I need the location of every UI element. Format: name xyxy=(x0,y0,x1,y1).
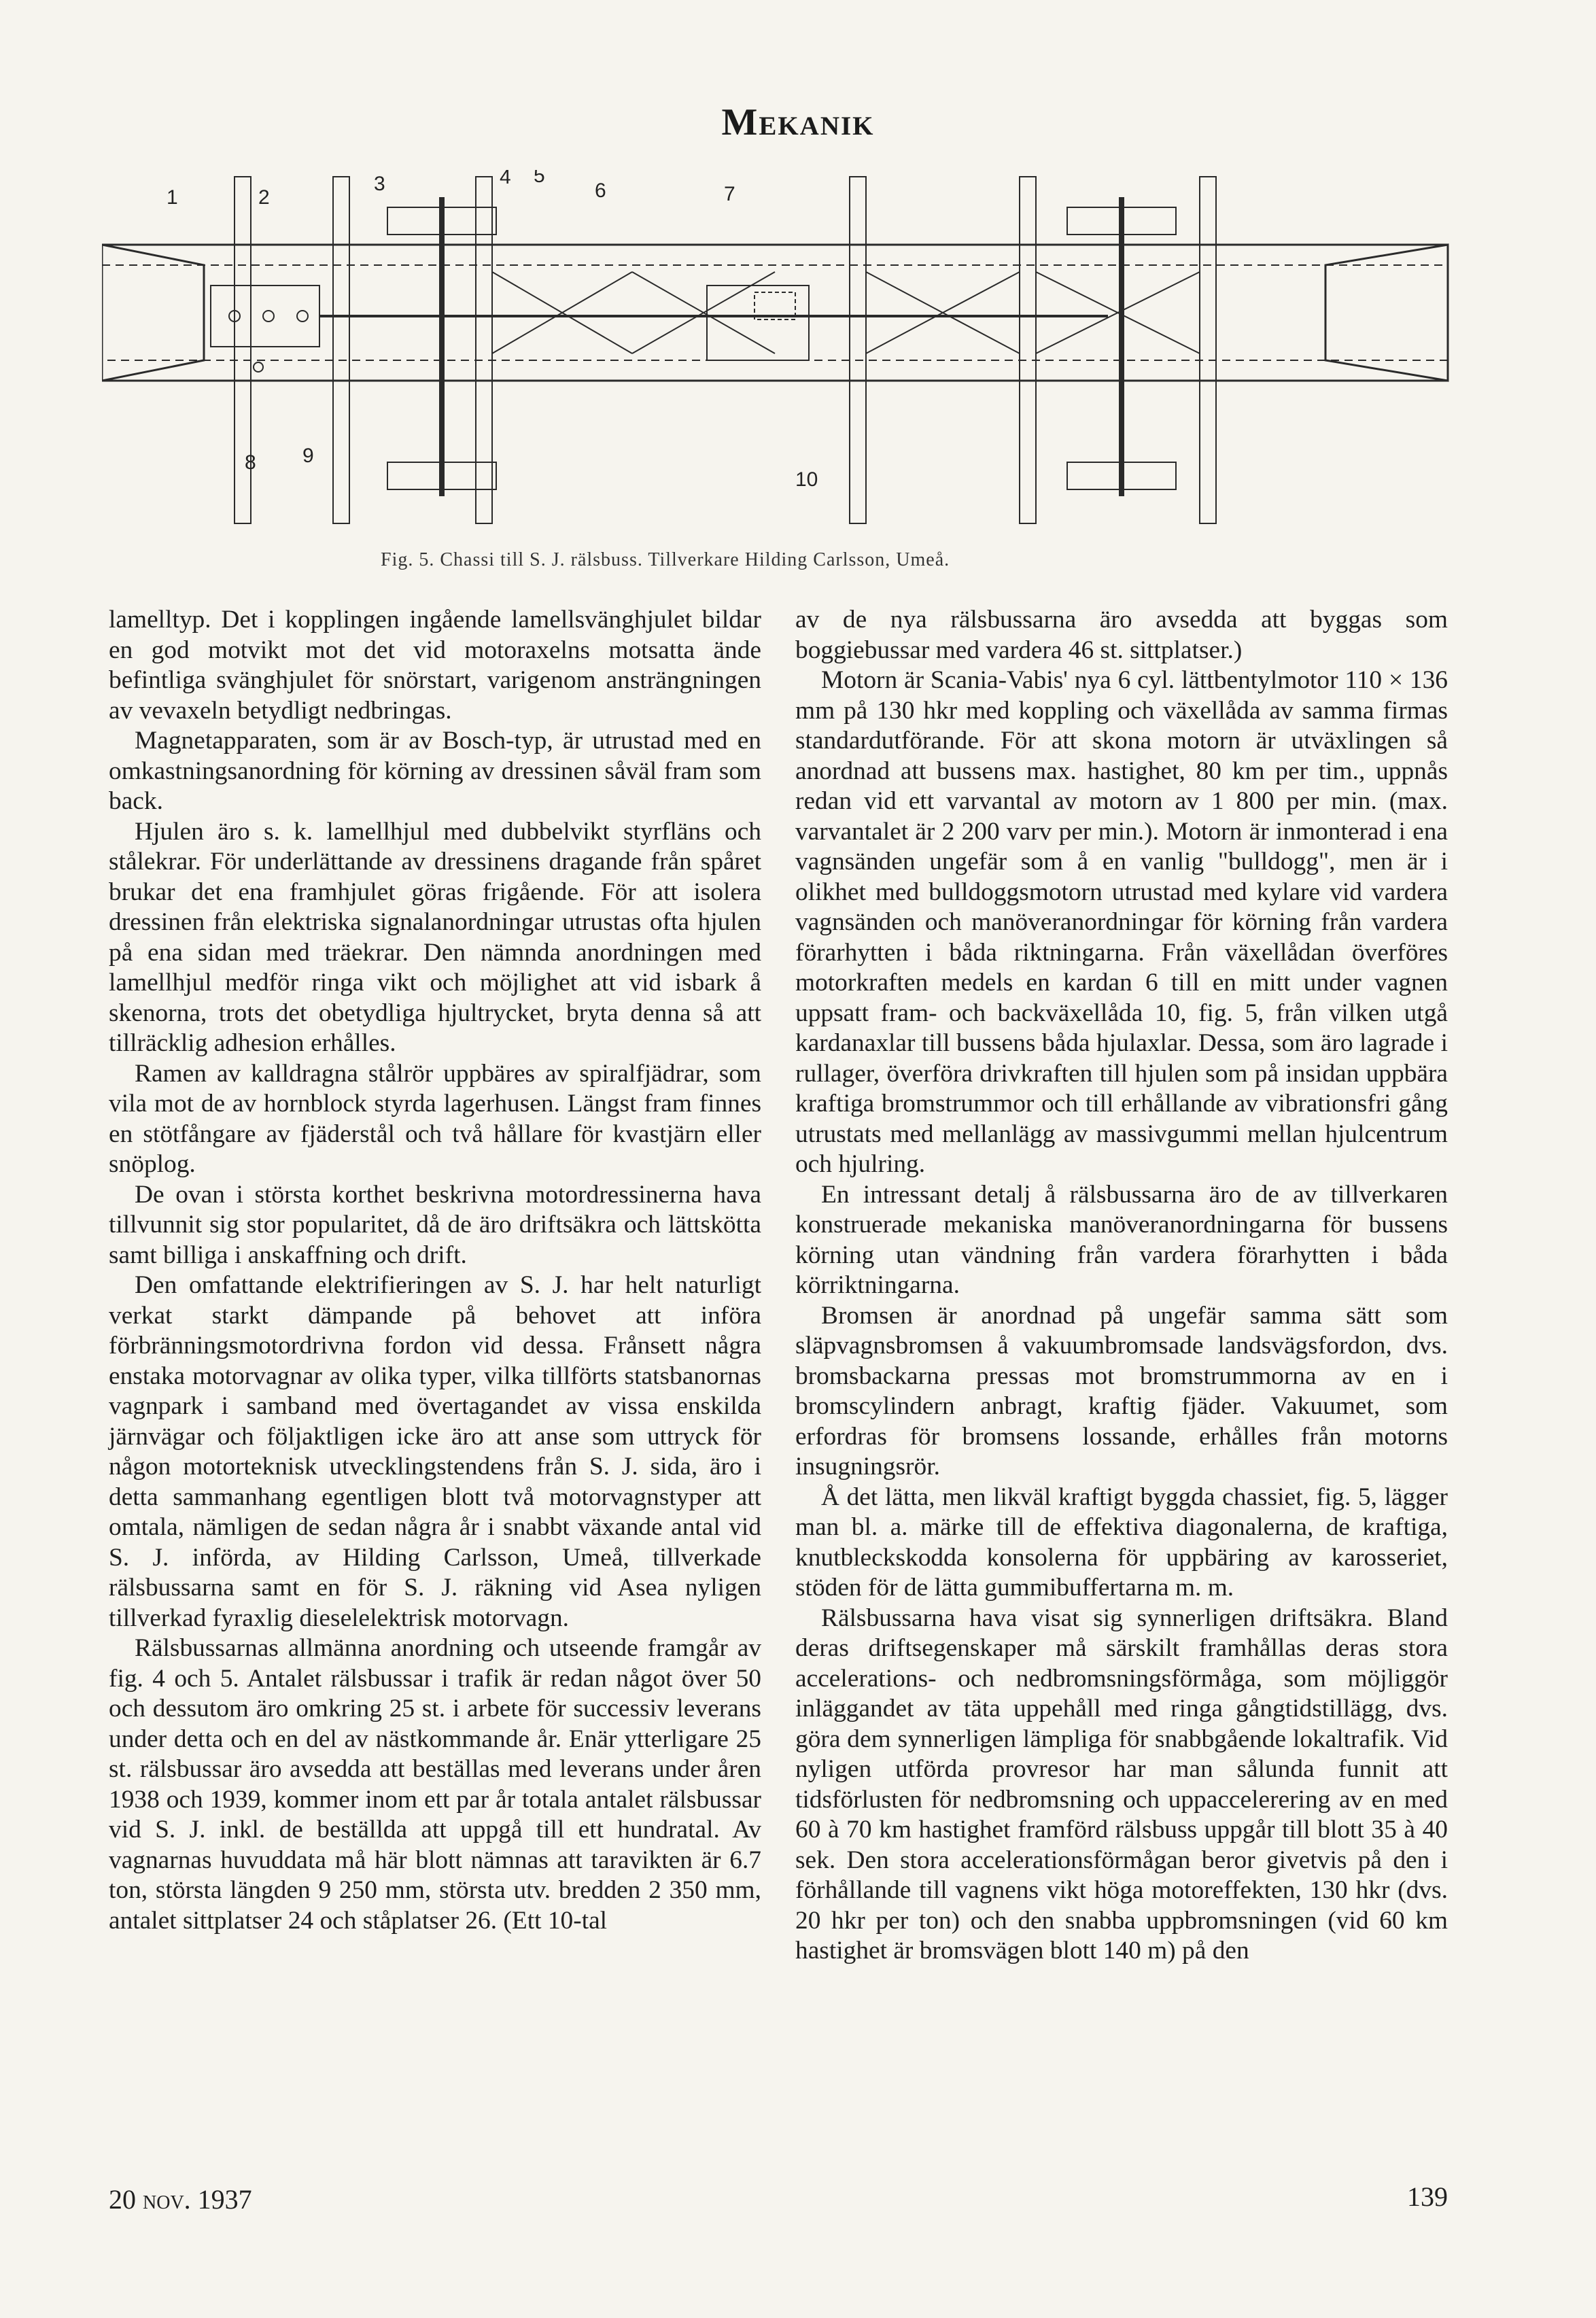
rear-axle xyxy=(1067,197,1176,496)
figure-label-1: 1 xyxy=(167,186,178,209)
left-paragraph-1: lamelltyp. Det i kopplingen ingående lamellsvänghjulet bildar en god motvikt mot det vid motoraxelns motsatta ände befintliga svänghjulet för snörstart, varigenom ansträngningen av vevaxeln betydligt nedbringas. xyxy=(109,606,761,725)
right-paragraph-5: Å det lätta, men likväl kraftigt byggda chassiet, fig. 5, lägger man bl. a. märke till de effektiva diagonalerna, de kraftiga, knutbleckskodda konsolerna för uppbäring av karosseriet, stöden för de lätta gummibuffertarna m. m. xyxy=(795,1483,1448,1602)
left-paragraph-4: Ramen av kalldragna stålrör uppbäres av spiralfjädrar, som vila mot de av hornblock styrda lagerhusen. Längst fram finnes en stötfångare av fjäderstål och två hållare för kvastjärn eller snöplog. xyxy=(109,1059,761,1178)
left-paragraph-6: Den omfattande elektrifieringen av S. J. har helt naturligt verkat starkt dämpande på behovet att införa förbränningsmotordrivna fordon vid dessa. Frånsett några enstaka motorvagnar av olika typer, vilka tillförts statsbanornas vagnpark i samband med övertagandet av vissa enskilda järnvägar och följaktligen icke äro att anse som uttryck för någon motorteknisk utvecklingstendens från S. J. sida, äro i detta sammanhang egentligen blott två motorvagnstyper att omtala, nämligen de sedan några år i snabbt växande antal vid S. J. införda, av Hilding Carlsson, Umeå, tillverkade rälsbussarna samt en för S. J. räkning vid Asea nyligen tillverkad fyraxlig dieselelektrisk motorvagn. xyxy=(109,1271,761,1632)
figure-label-5: 5 xyxy=(534,170,545,187)
figure-label-8: 8 xyxy=(245,451,256,474)
engine-block xyxy=(211,286,319,372)
left-paragraph-5: De ovan i största korthet beskrivna motordressinerna hava tillvunnit sig stor popularitet, då de äro driftsäkra och lättskötta samt billiga i anskaffning och drift. xyxy=(109,1180,761,1269)
right-paragraph-3: En intressant detalj å rälsbussarna äro de av tillverkaren konstruerade mekaniska manöveranordningarna för bussens körning utan vändning från vardera förarhytten i båda körriktningarna. xyxy=(795,1180,1448,1299)
right-paragraph-4: Bromsen är anordnad på ungefär samma sätt som släpvagnsbromsen å vakuumbromsade landsvägsfordon, dvs. bromsbackarna pressas mot bromstrummorna av en i bromscylindern anbragt, kraftig fjäder. Vakuumet, som erfordras för bromsens lossande, erhålles från motorns insugningsrör. xyxy=(795,1301,1448,1481)
right-paragraph-6: Rälsbussarna hava visat sig synnerligen driftsäkra. Bland deras driftsegenskaper må särskilt framhållas deras stora accelerations- och nedbromsningsförmåga, som möjliggör inläggandet av täta uppehåll med ringa gångtidstillägg, dvs. göra dem synnerligen lämpliga för snabbgående lokaltrafik. Vid nyligen utförda provresor har man sålunda funnit att tidsförlusten för nedbromsning och uppaccelerering av en med 60 à 70 km hastighet framförd rälsbuss uppgår till blott 35 à 40 sek. Den stora accelerationsförmågan beror givetvis på den i förhållande till vagnens vikt höga motoreffekten, 130 hkr (dvs. 20 hkr per ton) och den snabba uppbromsningen (vid 60 km hastighet är bromsvägen blott 140 m) på den xyxy=(795,1604,1448,1965)
figure-label-2: 2 xyxy=(258,186,270,209)
diagonal-braces xyxy=(492,272,1200,353)
figure-label-9: 9 xyxy=(302,445,314,467)
chassis-drawing xyxy=(102,170,1461,537)
footer-date-year: 1937 xyxy=(197,2184,252,2215)
figure-label-3: 3 xyxy=(374,173,385,195)
right-column xyxy=(795,605,1448,1967)
front-axle xyxy=(387,197,496,496)
left-paragraph-2: Magnetapparaten, som är av Bosch-typ, är utrustad med en omkastningsanordning för körning av dressinen såväl fram som back. xyxy=(109,727,761,815)
chassis-figure xyxy=(102,170,1461,537)
left-paragraph-3: Hjulen äro s. k. lamellhjul med dubbelvikt styrfläns och stålekrar. För underlättande av dressinens dragande från spåret brukar det ena framhjulet göras frigående. För att isolera dressinen från elektriska signalanordningar utrustas ofta hjulen på ena sidan med träekrar. Den nämnda anordningen med lamellhjul medför ringa vikt och möjlighet att vid isbark å skenorna, trots det obetydliga hjultrycket, bryta denna så att tillräcklig adhesion erhålles. xyxy=(109,817,761,1057)
figure-label-10: 10 xyxy=(795,468,818,491)
figure-label-6: 6 xyxy=(595,179,606,202)
right-paragraph-1: av de nya rälsbussarna äro avsedda att byggas som boggiebussar med vardera 46 st. sittplatser.) xyxy=(795,606,1448,664)
footer-date xyxy=(109,2183,252,2215)
figure-label-4: 4 xyxy=(500,170,511,188)
right-paragraph-2: Motorn är Scania-Vabis' nya 6 cyl. lättbentylmotor 110 × 136 mm på 130 hkr med koppling och växellåda av samma firmas standardutförande. För att skona motorn är utväxlingen så anordnad att bussens max. hastighet, 80 km per tim., uppnås redan vid ett varvantal av motorn av 1 800 per min. (max. varvantalet är 2 200 varv per min.). Motorn är inmonterad i ena vagnsänden ungefär som å en vanlig "bulldogg", men är i olikhet med bulldoggsmotorn utrustad med kylare vid vardera vagnsänden och manöveranordningar för körning från vardera förarhytten i båda riktningarna. Från växellådan överföres motorkraften medels en kardan 6 till en mitt under vagnen uppsatt fram- och backväxellåda 10, fig. 5, från vilken utgå kardanaxlar till bussens båda hjulaxlar. Dessa, som äro lagrade i rullager, överföra drivkraften till hjulen som på insidan uppbära kraftiga bromstrummor och till erhållande av vibrationsfri gång utrustats med mellanlägg av massivgummi mellan hjulcentrum och hjulring. xyxy=(795,666,1448,1178)
left-paragraph-7: Rälsbussarnas allmänna anordning och utseende framgår av fig. 4 och 5. Antalet rälsbussar i trafik är redan något över 50 och dessutom äro omkring 25 st. i arbete för successiv leverans under detta och en del av nästkommande år. Enär ytterligare 25 st. rälsbussar äro avsedda att beställas med leverans under åren 1938 och 1939, kommer inom ett par år totala antalet rälsbussar vid S. J. inkl. de beställda att uppgå till ett hundratal. Av vagnarnas huvuddata må här blott nämnas att taravikten är 6.7 ton, största längden 9 250 mm, största utv. bredden 2 350 mm, antalet sittplatser 24 och ståplatser 26. (Ett 10-tal xyxy=(109,1634,761,1935)
page-header: Mekanik xyxy=(721,101,875,143)
figure-caption: Fig. 5. Chassi till S. J. rälsbuss. Tillverkare Hilding Carlsson, Umeå. xyxy=(381,549,950,570)
figure-label-7: 7 xyxy=(724,183,735,205)
cross-members xyxy=(235,177,1216,523)
footer-date-day: 20 xyxy=(109,2184,136,2215)
page-number: 139 xyxy=(1407,2181,1448,2212)
left-column xyxy=(109,605,761,1936)
footer-date-month: nov. xyxy=(143,2184,191,2215)
